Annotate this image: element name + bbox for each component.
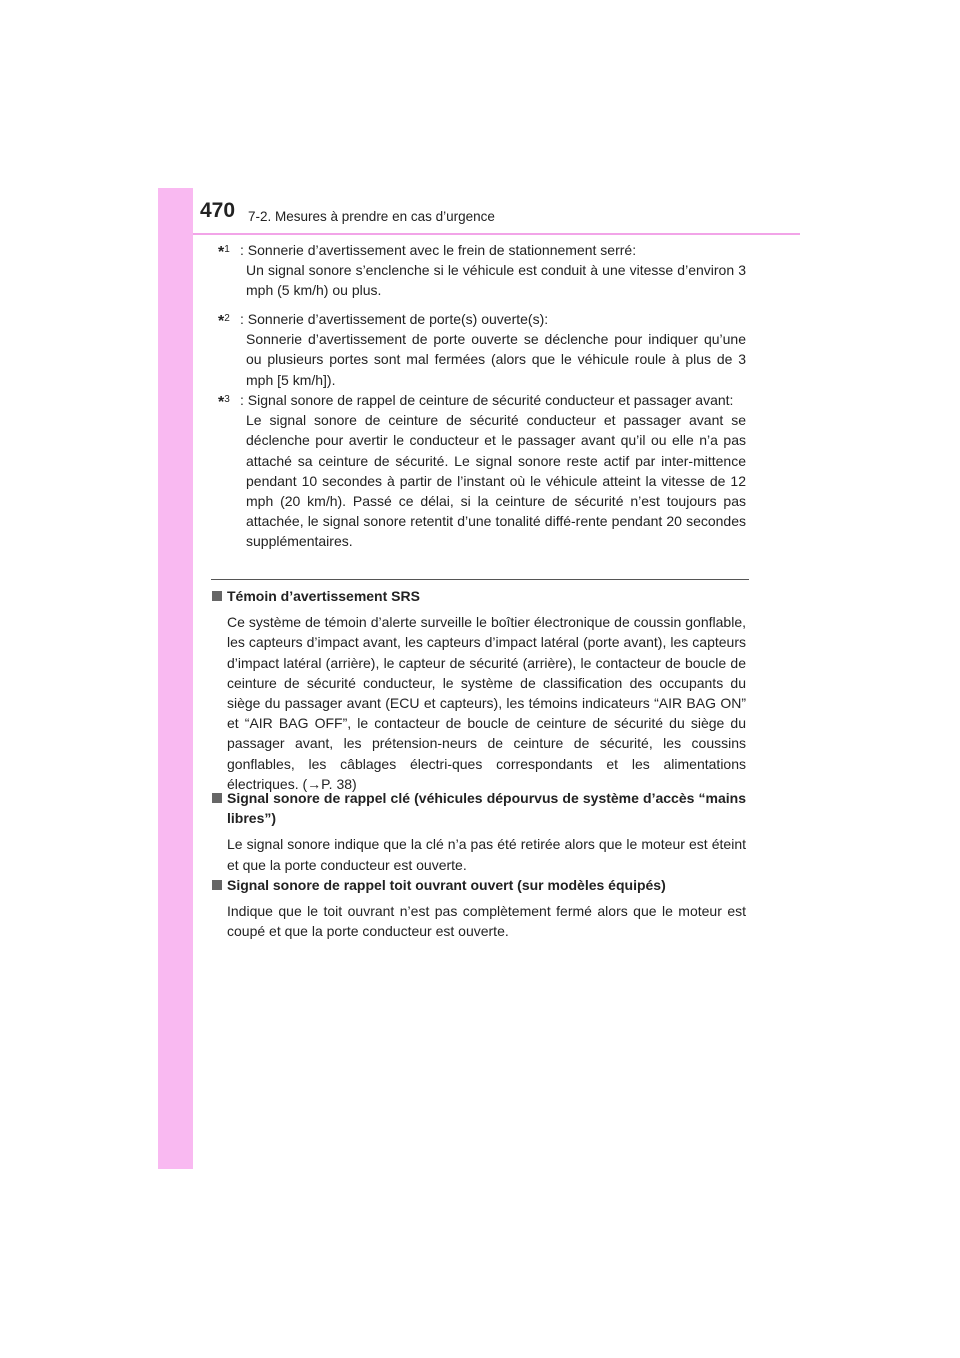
section-heading: Témoin d’avertissement SRS <box>212 586 746 606</box>
section-srs-warning <box>212 586 746 794</box>
side-band <box>158 188 193 1169</box>
footnote-3 <box>218 390 746 552</box>
section-key-reminder <box>212 788 746 875</box>
section-sunroof-reminder <box>212 875 746 942</box>
footnote-1 <box>218 240 746 301</box>
footnote-mark: *$^1$ <box>218 244 230 261</box>
footnote-title: : Sonnerie d’avertissement avec le frein de stationnement serré: <box>240 242 637 258</box>
square-bullet-icon <box>212 880 222 890</box>
section-body: Indique que le toit ouvrant n’est pas complètement fermé alors que le moteur est coupé et que la porte conducteur est ouverte. <box>227 903 746 940</box>
footnote-body: Un signal sonore s’enclenche si le véhicule est conduit à une vitesse d’environ 3 mph (5 km/h) ou plus. <box>246 262 746 299</box>
section-body: Le signal sonore indique que la clé n’a pas été retirée alors que le moteur est éteint et que la porte conducteur est ouverte. <box>227 836 746 873</box>
separator-rule <box>211 579 749 580</box>
footnote-body: Le signal sonore de ceinture de sécurité conducteur et passager avant se déclenche pour avertir le conducteur et le passager avant qu’il ou elle n’a pas attaché sa ceinture de sécurité. Le signal sonore reste actif par inter-mittence pendant 10 secondes à partir de l’instant où le véhicule atteint la vitesse de 12 mph (20 km/h). Passé ce délai, si la ceinture de sécurité n’est toujours pas attachée, le signal sonore retentit d’une tonalité diffé-rente pendant 20 secondes supplémentaires. <box>246 412 746 550</box>
section-title: 7-2. Mesures à prendre en cas d’urgence <box>248 209 495 224</box>
section-heading: Signal sonore de rappel toit ouvrant ouvert (sur modèles équipés) <box>212 875 746 895</box>
footnote-title: : Sonnerie d’avertissement de porte(s) ouverte(s): <box>240 311 549 327</box>
footnote-body: Sonnerie d’avertissement de porte ouverte se déclenche pour indiquer qu’une ou plusieurs portes sont mal fermées (alors que le véhicule roule à plus de 3 mph [5 km/h]). <box>246 331 746 388</box>
page-number: 470 <box>200 199 236 222</box>
footnote-mark: *$^2$ <box>218 313 230 330</box>
footnote-mark: *$^3$ <box>218 394 230 411</box>
square-bullet-icon <box>212 591 222 601</box>
square-bullet-icon <box>212 793 222 803</box>
section-heading: Signal sonore de rappel clé (véhicules dépourvus de système d’accès “mains libres”) <box>212 788 746 828</box>
footnote-2 <box>218 309 746 390</box>
section-body: Ce système de témoin d’alerte surveille le boîtier électronique de coussin gonflable, les capteurs d’impact avant, les capteurs d’impact latéral (porte avant), les capteurs d’impact latéral (arrière), le capteur de sécurité (arrière), le contacteur de boucle de ceinture de sécurité conducteur, le système de classification des occupants du siège du passager avant (ECU et capteurs), les témoins indicateurs “AIR BAG ON” et “AIR BAG OFF”, le contacteur de boucle de ceinture de sécurité du siège du passager avant, les prétension-neurs de ceinture de sécurité, les coussins gonflables, les câblages électri-ques correspondants et les alimentations électriques. (→P. 38) <box>227 614 746 792</box>
footnote-title: : Signal sonore de rappel de ceinture de sécurité conducteur et passager avant: <box>240 392 734 408</box>
header-rule <box>193 233 800 235</box>
